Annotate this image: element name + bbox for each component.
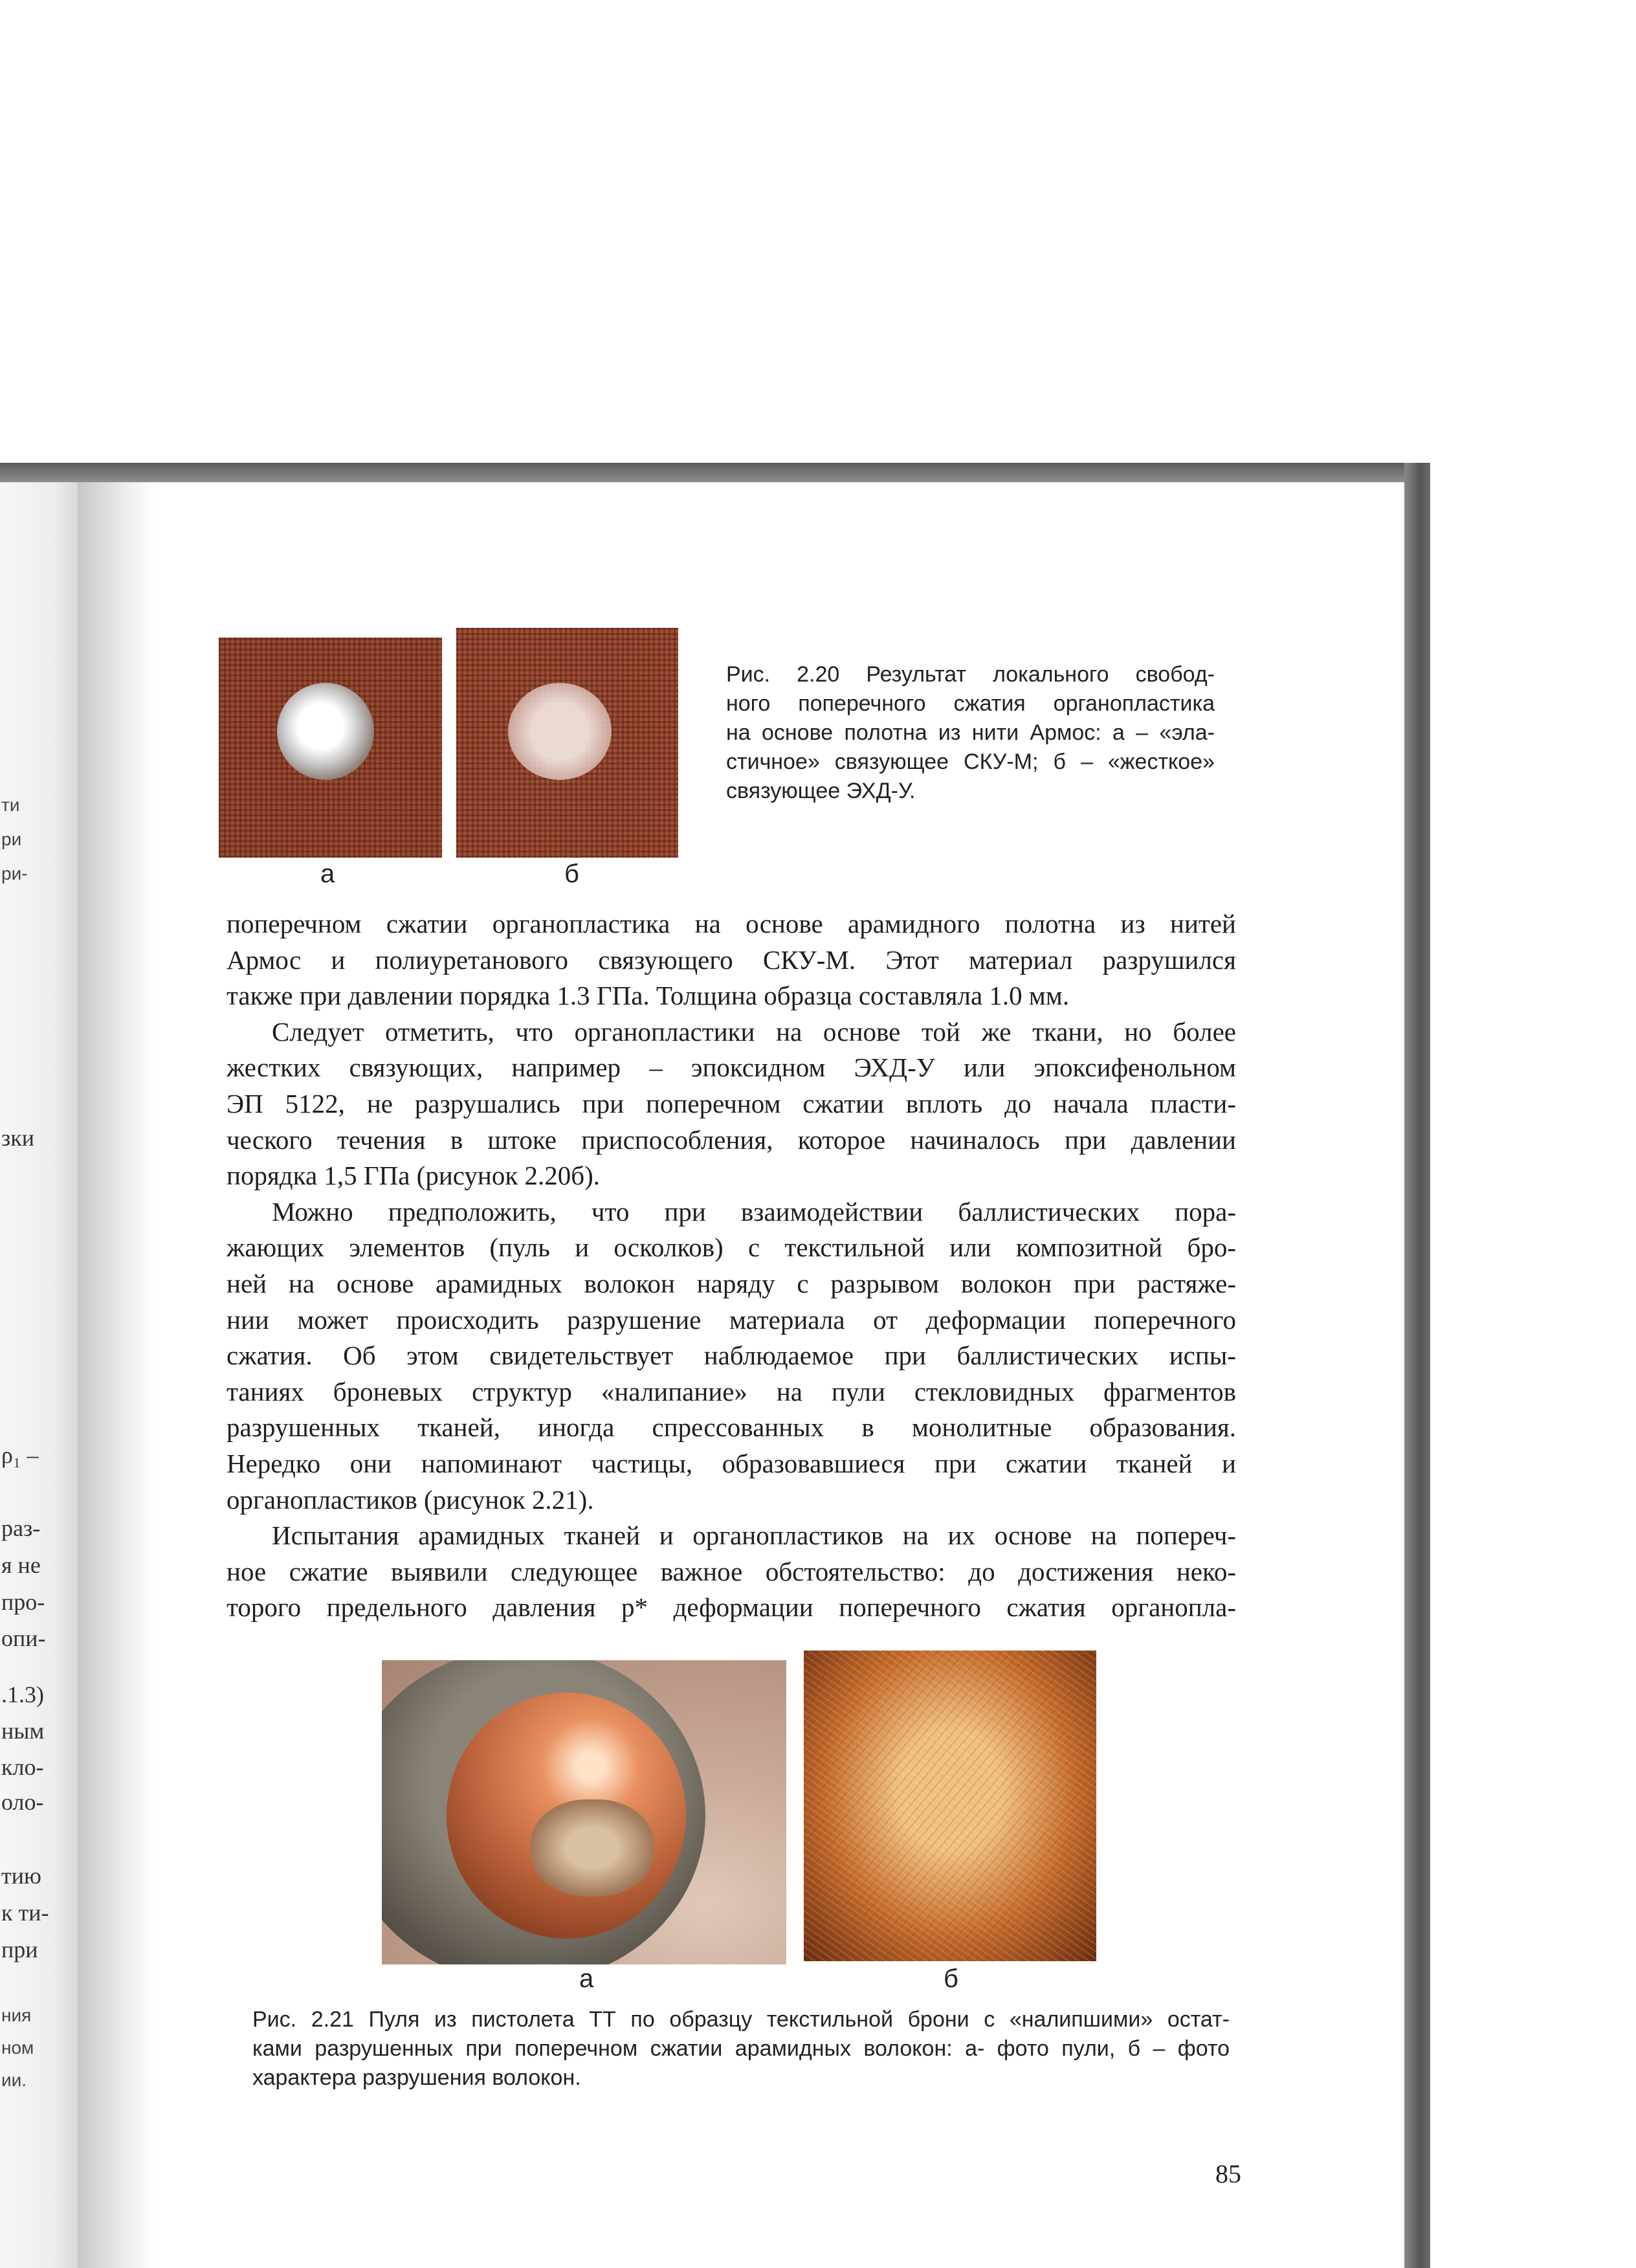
adjacent-page-fragment: тию (1, 1863, 41, 1889)
adjacent-page-fragment: ии. (1, 2070, 27, 2090)
text-line: ЭП 5122, не разрушались при поперечном сжатии вплоть до начала пласти- (227, 1088, 1236, 1118)
adjacent-page-fragment: ном (1, 2038, 34, 2058)
text-line: нии может происходить разрушение материала от деформации поперечного (227, 1304, 1236, 1335)
text-line: ней на основе арамидных волокон наряду с разрывом волокон при растяже- (227, 1268, 1236, 1298)
figure-2-20b-photo (456, 628, 678, 858)
adjacent-page (0, 482, 78, 2268)
text-line: ческого течения в штоке приспособления, которое начиналось при давлении (227, 1124, 1236, 1155)
figure-2-20a-photo (219, 638, 442, 858)
caption-line: Рис. 2.21 Пуля из пистолета ТТ по образцу текстильной брони с «налипшими» остат- (252, 2007, 1230, 2032)
adjacent-page-fragment: ρ₁ – (1, 1442, 39, 1468)
text-line: жестких связующих, например – эпоксидном ЭХД-У или эпоксифенольном (227, 1052, 1236, 1083)
page-number: 85 (1215, 2159, 1241, 2188)
adjacent-page-fragment: ри (1, 829, 22, 849)
adjacent-page-fragment: ти (1, 795, 20, 815)
adjacent-page-fragment: кло- (1, 1754, 44, 1780)
text-line: торого предельного давления p* деформации поперечного сжатия органопла- (227, 1592, 1236, 1623)
adjacent-page-fragment: к ти- (1, 1900, 49, 1926)
text-line: таниях броневых структур «налипание» на пули стекловидных фрагментов (227, 1376, 1236, 1406)
text-line: разрушенных тканей, иногда спрессованных в монолитные образования. (227, 1412, 1236, 1443)
text-line: Можно предположить, что при взаимодействии баллистических пора- (272, 1196, 1236, 1227)
body-text (227, 906, 1236, 1626)
paragraph (227, 1194, 1236, 1518)
figure-2-20b-label: б (564, 860, 579, 888)
figure-2-20-caption (726, 660, 1215, 806)
figure-2-21-caption (252, 2005, 1230, 2093)
caption-line: Рис. 2.20 Результат локального свобод- (726, 662, 1215, 687)
text-line: Армос и полиуретанового связующего СКУ-М. Этот материал разрушился (227, 944, 1236, 975)
adjacent-page-fragment: я не (1, 1552, 41, 1578)
text-line: Нередко они напоминают частицы, образовавшиеся при сжатии тканей и (227, 1448, 1236, 1478)
book-top-edge (0, 463, 1430, 482)
paragraph (227, 1518, 1236, 1626)
figure-2-20a-label: а (320, 860, 335, 888)
adjacent-page-fragment: опи- (1, 1625, 46, 1651)
caption-line: на основе полотна из нити Армос: а – «эла- (726, 720, 1215, 745)
caption-line: связующее ЭХД-У. (726, 779, 916, 803)
text-line: Следует отметить, что органопластики на основе той же ткани, но более (272, 1016, 1236, 1047)
figure-2-21a-photo (382, 1660, 786, 1964)
figure-2-21a-label: а (579, 1964, 594, 1993)
caption-line: ками разрушенных при поперечном сжатии арамидных волокон: а- фото пули, б – фото (252, 2036, 1230, 2061)
text-line: Испытания арамидных тканей и органопластиков на их основе на попереч- (272, 1520, 1236, 1551)
gutter-shadow (78, 482, 155, 2268)
figure-2-21b-label: б (944, 1964, 958, 1993)
caption-line: ного поперечного сжатия органопластика (726, 691, 1215, 716)
text-line: органопластиков (рисунок 2.21). (227, 1484, 594, 1515)
paragraph (227, 906, 1236, 1014)
adjacent-page-fragment: ным (1, 1718, 45, 1744)
text-line: порядка 1,5 ГПа (рисунок 2.20б). (227, 1161, 601, 1191)
caption-line: стичное» связующее СКУ-М; б – «жесткое» (726, 750, 1215, 774)
adjacent-page-fragment: про- (1, 1589, 45, 1615)
text-line: ное сжатие выявили следующее важное обстоятельство: до достижения неко- (227, 1556, 1236, 1586)
text-line: жающих элементов (пуль и осколков) с текстильной или композитной бро- (227, 1232, 1236, 1263)
figure-2-21b-photo (804, 1651, 1096, 1961)
book-right-edge (1404, 463, 1430, 2268)
adjacent-page-fragment: .1.3) (1, 1682, 44, 1707)
text-line: поперечном сжатии органопластика на основе арамидного полотна из нитей (227, 909, 1236, 939)
adjacent-page-fragment: раз- (1, 1515, 41, 1541)
adjacent-page-fragment: зки (1, 1125, 34, 1151)
text-line: также при давлении порядка 1.3 ГПа. Толщина образца составляла 1.0 мм. (227, 981, 1070, 1011)
adjacent-page-fragment: при (1, 1937, 38, 1962)
text-line: сжатия. Об этом свидетельствует наблюдаемое при баллистических испы- (227, 1340, 1236, 1371)
caption-line: характера разрушения волокон. (252, 2065, 581, 2090)
paragraph (227, 1014, 1236, 1194)
adjacent-page-fragment: ри- (1, 863, 28, 884)
adjacent-page-fragment: ния (1, 2005, 32, 2025)
adjacent-page-fragment: оло- (1, 1789, 44, 1815)
